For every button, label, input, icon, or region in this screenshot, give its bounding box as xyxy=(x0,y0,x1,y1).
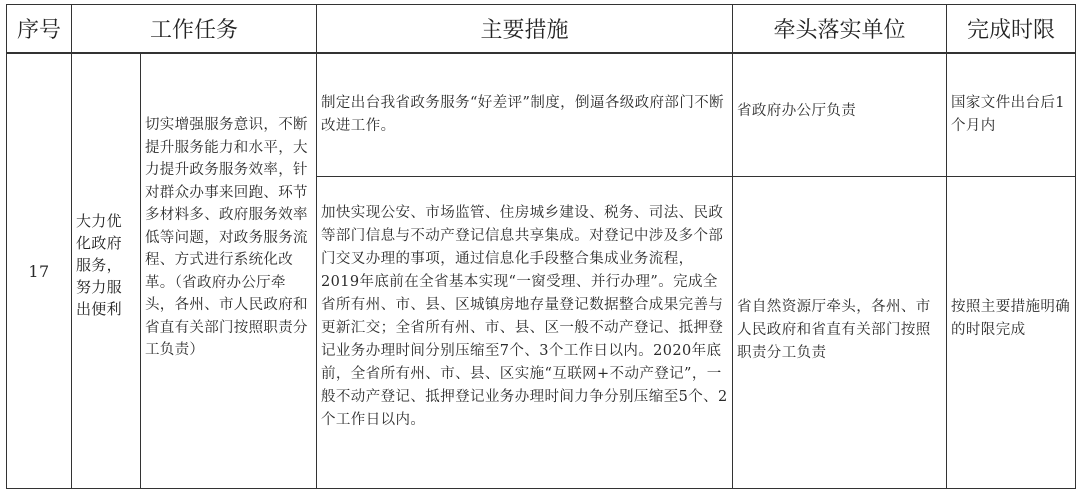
deadline-1: 国家文件出台后1个月内 xyxy=(951,95,1065,134)
col-divider-3 xyxy=(732,4,733,489)
col-divider-1 xyxy=(71,4,72,489)
measure-1: 制定出台我省政务服务“好差评”制度，倒逼各级政府部门不断改进工作。 xyxy=(321,95,725,134)
table-border-bottom xyxy=(6,488,1076,489)
unit-1: 省政府办公厅负责 xyxy=(737,103,857,119)
task-detail: 切实增强服务意识，不断提升服务能力和水平，大力提升政务服务效率，针对群众办事来回跑、环节多材料多、政府服务效率低等问题，对政务服务流程、方式进行系统化改革。（省政府办公厅牵头，各州、市人民政府和省直有关部门按照职责分工负责） xyxy=(145,117,308,358)
header-task: 工作任务 xyxy=(149,18,238,43)
header-measures: 主要措施 xyxy=(480,18,569,43)
unit-2: 省自然资源厅牵头，各州、市人民政府和省直有关部门按照职责分工负责 xyxy=(737,299,931,361)
header-divider xyxy=(6,52,1076,54)
row-number: 17 xyxy=(28,261,50,281)
col-divider-2 xyxy=(316,4,317,489)
col-divider-4 xyxy=(946,4,947,489)
task-title: 大力优化政府服务，努力服出便利 xyxy=(76,212,122,318)
deadline-2: 按照主要措施明确的时限完成 xyxy=(951,299,1071,338)
measure-2: 加快实现公安、市场监管、住房城乡建设、税务、司法、民政等部门信息与不动产登记信息共享集成。对登记中涉及多个部门交叉办理的事项，通过信息化手段整合集成业务流程，2019年底前在全省基本实现“一窗受理、并行办理”。完成全省所有州、市、县、区城镇房地存量登记数据整合成果完善与更新汇交；全省所有州、市、县、区一般不动产登记、抵押登记业务办理时间分别压缩至7个、3个工作日以内。2020年底前，全省所有州、市、县、区实施“互联网+不动产登记”，一般不动产登记、抵押登记业务办理时间力争分别压缩至5个、2个工作日以内。 xyxy=(321,205,728,428)
col-divider-task-inner xyxy=(140,53,141,489)
header-deadline: 完成时限 xyxy=(966,18,1055,43)
row-divider-measures xyxy=(316,176,1076,177)
table-border-right xyxy=(1075,4,1076,489)
header-unit: 牵头落实单位 xyxy=(773,18,906,43)
header-no: 序号 xyxy=(16,18,61,43)
